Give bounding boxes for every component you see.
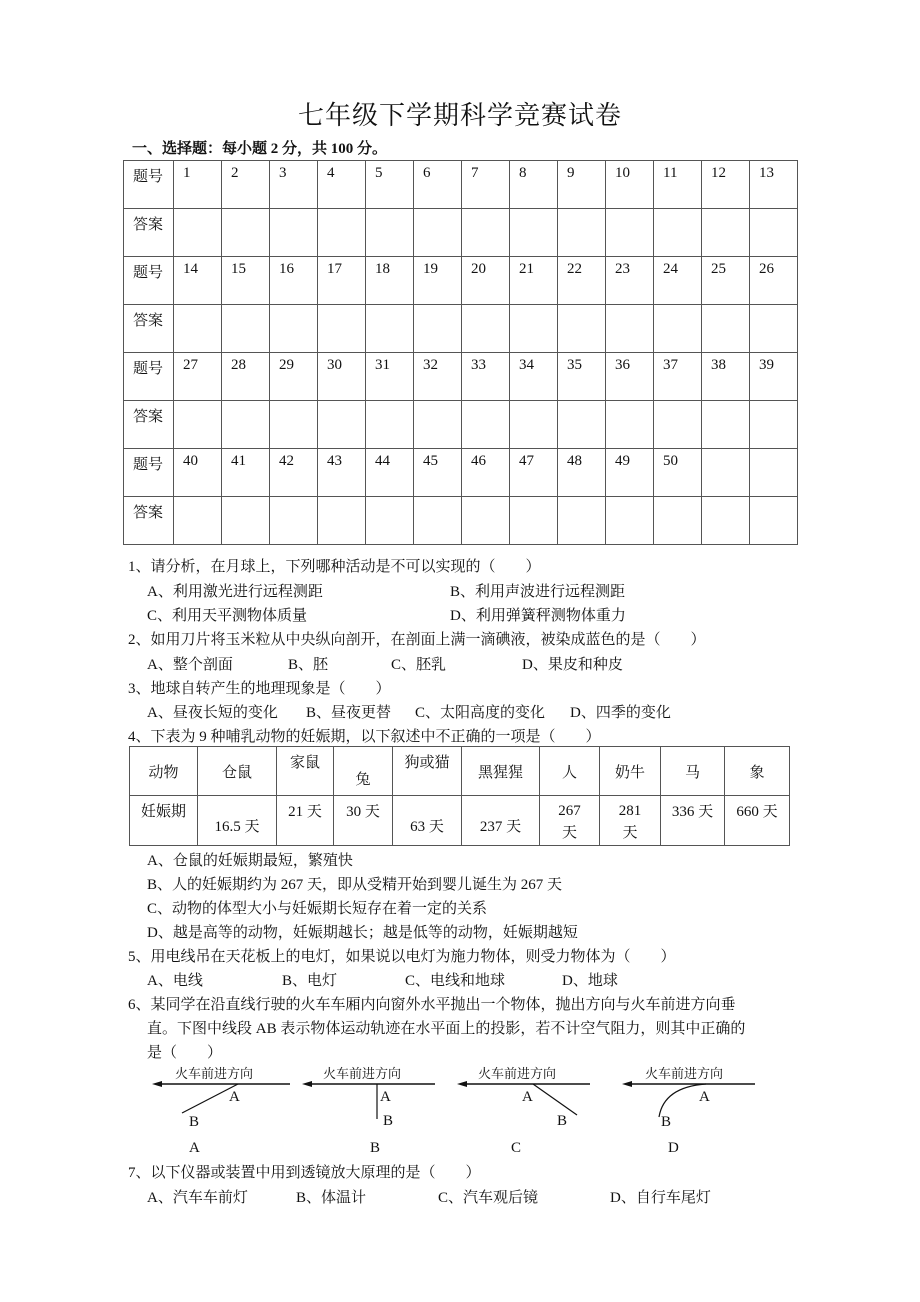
grid-question-number: 12 <box>702 161 750 209</box>
arrow-head-icon <box>302 1081 312 1087</box>
grid-question-number: 20 <box>462 257 510 305</box>
q4-option-c: C、动物的体型大小与妊娠期长短存在着一定的关系 <box>147 901 488 917</box>
grid-question-number: 11 <box>654 161 702 209</box>
grid-question-number: 3 <box>270 161 318 209</box>
gestation-period: 660 天 <box>725 796 790 846</box>
q1-option-b: B、利用声波进行远程测距 <box>450 584 626 600</box>
grid-row-label-answer: 答案 <box>124 401 174 449</box>
grid-answer-cell[interactable] <box>510 497 558 545</box>
grid-question-row <box>124 353 798 401</box>
grid-question-number: 47 <box>510 449 558 497</box>
grid-question-number: 41 <box>222 449 270 497</box>
animal-name: 马 <box>661 747 725 796</box>
diagram-d-point-b: B <box>661 1114 672 1130</box>
gestation-period: 281 天 <box>600 796 661 846</box>
grid-answer-cell[interactable] <box>750 209 798 257</box>
grid-answer-row <box>124 209 798 257</box>
grid-question-row <box>124 449 798 497</box>
grid-answer-cell[interactable] <box>462 401 510 449</box>
animal-name: 兔 <box>334 747 393 796</box>
grid-question-number: 36 <box>606 353 654 401</box>
grid-question-number: 27 <box>174 353 222 401</box>
gestation-period: 63 天 <box>393 796 462 846</box>
q7-stem: 7、以下仪器或装置中用到透镜放大原理的是（ ） <box>128 1165 481 1181</box>
q3-stem: 3、地球自转产生的地理现象是（ ） <box>128 681 391 697</box>
grid-row-label-question: 题号 <box>124 257 174 305</box>
grid-question-number: 13 <box>750 161 798 209</box>
grid-question-number: 49 <box>606 449 654 497</box>
grid-row-label-question: 题号 <box>124 449 174 497</box>
grid-answer-cell[interactable] <box>414 401 462 449</box>
grid-answer-row <box>124 497 798 545</box>
gestation-period: 336 天 <box>661 796 725 846</box>
grid-answer-cell[interactable] <box>414 497 462 545</box>
diagram-a-point-a: A <box>229 1089 240 1105</box>
q5-option-c: C、电线和地球 <box>405 973 506 989</box>
q4-stem: 4、下表为 9 种哺乳动物的妊娠期，以下叙述中不正确的一项是（ ） <box>128 729 601 745</box>
q3-option-a: A、昼夜长短的变化 <box>147 705 278 721</box>
q2-option-b: B、胚 <box>288 657 329 673</box>
animal-name: 家鼠 <box>277 747 334 796</box>
grid-question-number: 43 <box>318 449 366 497</box>
gestation-table <box>129 746 790 846</box>
q7-option-a: A、汽车车前灯 <box>147 1190 248 1206</box>
arrow-head-icon <box>457 1081 467 1087</box>
q4-option-b: B、人的妊娠期约为 267 天，即从受精开始到婴儿诞生为 267 天 <box>147 877 563 893</box>
grid-answer-cell[interactable] <box>558 401 606 449</box>
grid-answer-cell[interactable] <box>366 497 414 545</box>
grid-answer-cell[interactable] <box>366 401 414 449</box>
grid-row-label-question: 题号 <box>124 161 174 209</box>
diagram-c-caption: 火车前进方向 <box>478 1066 557 1081</box>
grid-question-number: 19 <box>414 257 462 305</box>
grid-answer-cell[interactable] <box>174 209 222 257</box>
grid-answer-cell[interactable] <box>366 305 414 353</box>
q5-option-b: B、电灯 <box>282 973 338 989</box>
diagram-b-label: B <box>370 1140 381 1156</box>
grid-question-number: 26 <box>750 257 798 305</box>
grid-question-number: 34 <box>510 353 558 401</box>
animal-name: 奶牛 <box>600 747 661 796</box>
grid-question-number: 4 <box>318 161 366 209</box>
grid-question-number: 46 <box>462 449 510 497</box>
grid-question-number: 25 <box>702 257 750 305</box>
grid-answer-cell[interactable] <box>318 401 366 449</box>
grid-answer-cell[interactable] <box>654 209 702 257</box>
grid-answer-cell[interactable] <box>462 497 510 545</box>
gestation-period: 16.5 天 <box>198 796 277 846</box>
grid-question-number: 44 <box>366 449 414 497</box>
grid-answer-cell[interactable] <box>462 209 510 257</box>
grid-answer-cell[interactable] <box>606 305 654 353</box>
grid-answer-cell[interactable] <box>270 209 318 257</box>
grid-answer-cell[interactable] <box>222 497 270 545</box>
grid-question-number <box>702 449 750 497</box>
diagram-b-caption: 火车前进方向 <box>323 1066 402 1081</box>
grid-question-number: 23 <box>606 257 654 305</box>
grid-answer-cell[interactable] <box>510 209 558 257</box>
grid-question-number: 28 <box>222 353 270 401</box>
grid-answer-cell[interactable] <box>318 209 366 257</box>
grid-answer-cell[interactable] <box>654 401 702 449</box>
q1-option-c: C、利用天平测物体质量 <box>147 608 308 624</box>
grid-answer-cell[interactable] <box>414 305 462 353</box>
grid-answer-cell[interactable] <box>222 209 270 257</box>
q7-option-d: D、自行车尾灯 <box>610 1190 711 1206</box>
grid-answer-cell[interactable] <box>750 401 798 449</box>
grid-answer-cell[interactable] <box>318 497 366 545</box>
grid-answer-cell[interactable] <box>702 401 750 449</box>
grid-row-label-answer: 答案 <box>124 305 174 353</box>
q5-option-a: A、电线 <box>147 973 203 989</box>
grid-question-number: 8 <box>510 161 558 209</box>
grid-answer-cell[interactable] <box>606 401 654 449</box>
q1-option-d: D、利用弹簧秤测物体重力 <box>450 608 626 624</box>
grid-question-number: 39 <box>750 353 798 401</box>
q7-option-b: B、体温计 <box>296 1190 367 1206</box>
grid-answer-cell[interactable] <box>750 497 798 545</box>
gestation-period: 267 天 <box>540 796 600 846</box>
grid-question-number: 29 <box>270 353 318 401</box>
grid-question-number: 5 <box>366 161 414 209</box>
trajectory-line <box>533 1084 577 1115</box>
grid-answer-cell[interactable] <box>606 209 654 257</box>
q6-stem-line1: 6、某同学在沿直线行驶的火车车厢内向窗外水平抛出一个物体，抛出方向与火车前进方向垂 <box>128 997 736 1013</box>
grid-question-number: 6 <box>414 161 462 209</box>
grid-row-label-answer: 答案 <box>124 497 174 545</box>
grid-answer-cell[interactable] <box>558 305 606 353</box>
q4-option-a: A、仓鼠的妊娠期最短，繁殖快 <box>147 853 353 869</box>
q6-stem-line2: 直。下图中线段 AB 表示物体运动轨迹在水平面上的投影，若不计空气阻力，则其中正确的 <box>147 1021 746 1037</box>
gestation-row-label: 妊娠期 <box>130 796 198 846</box>
grid-question-number: 7 <box>462 161 510 209</box>
grid-answer-cell[interactable] <box>366 209 414 257</box>
diagram-d-point-a: A <box>699 1089 710 1105</box>
grid-question-number: 1 <box>174 161 222 209</box>
grid-answer-cell[interactable] <box>702 305 750 353</box>
grid-question-number: 42 <box>270 449 318 497</box>
grid-answer-cell[interactable] <box>174 401 222 449</box>
diagram-a-label: A <box>189 1140 200 1156</box>
q3-option-d: D、四季的变化 <box>570 705 671 721</box>
arrow-head-icon <box>152 1081 162 1087</box>
q1-option-a: A、利用激光进行远程测距 <box>147 584 323 600</box>
grid-answer-cell[interactable] <box>222 305 270 353</box>
animal-name: 仓鼠 <box>198 747 277 796</box>
grid-question-number: 18 <box>366 257 414 305</box>
grid-answer-cell[interactable] <box>702 209 750 257</box>
gestation-period: 30 天 <box>334 796 393 846</box>
grid-question-number: 2 <box>222 161 270 209</box>
grid-answer-cell[interactable] <box>318 305 366 353</box>
grid-answer-row <box>124 401 798 449</box>
q2-option-d: D、果皮和种皮 <box>522 657 623 673</box>
grid-question-number: 37 <box>654 353 702 401</box>
grid-answer-cell[interactable] <box>174 305 222 353</box>
grid-question-number: 32 <box>414 353 462 401</box>
diagram-c-label: C <box>511 1140 522 1156</box>
grid-question-number: 9 <box>558 161 606 209</box>
grid-answer-cell[interactable] <box>510 305 558 353</box>
grid-question-row <box>124 161 798 209</box>
animal-name: 人 <box>540 747 600 796</box>
q2-stem: 2、如用刀片将玉米粒从中央纵向剖开，在剖面上满一滴碘液，被染成蓝色的是（ ） <box>128 632 706 648</box>
animal-name: 狗或猫 <box>393 747 462 796</box>
gestation-period: 21 天 <box>277 796 334 846</box>
grid-question-number: 16 <box>270 257 318 305</box>
grid-question-number: 14 <box>174 257 222 305</box>
diagram-c-point-b: B <box>557 1113 568 1129</box>
grid-question-number: 40 <box>174 449 222 497</box>
grid-question-number: 38 <box>702 353 750 401</box>
grid-answer-row <box>124 305 798 353</box>
grid-answer-cell[interactable] <box>270 497 318 545</box>
diagram-a-caption: 火车前进方向 <box>175 1066 254 1081</box>
grid-question-number: 10 <box>606 161 654 209</box>
answer-grid <box>123 160 798 545</box>
diagram-d-figure <box>620 1075 760 1120</box>
grid-question-number <box>750 449 798 497</box>
grid-question-row <box>124 257 798 305</box>
grid-row-label-answer: 答案 <box>124 209 174 257</box>
grid-question-number: 22 <box>558 257 606 305</box>
grid-question-number: 30 <box>318 353 366 401</box>
q6-stem-line3: 是（ ） <box>147 1045 223 1061</box>
q2-option-c: C、胚乳 <box>391 657 447 673</box>
grid-question-number: 21 <box>510 257 558 305</box>
grid-answer-cell[interactable] <box>750 305 798 353</box>
grid-answer-cell[interactable] <box>558 497 606 545</box>
grid-question-number: 15 <box>222 257 270 305</box>
grid-answer-cell[interactable] <box>270 305 318 353</box>
grid-row-label-question: 题号 <box>124 353 174 401</box>
animal-name: 象 <box>725 747 790 796</box>
arrow-head-icon <box>622 1081 632 1087</box>
q2-option-a: A、整个剖面 <box>147 657 233 673</box>
grid-question-number: 31 <box>366 353 414 401</box>
grid-question-number: 24 <box>654 257 702 305</box>
q3-option-b: B、昼夜更替 <box>306 705 392 721</box>
grid-answer-cell[interactable] <box>654 497 702 545</box>
grid-answer-cell[interactable] <box>462 305 510 353</box>
diagram-b-point-a: A <box>380 1089 391 1105</box>
q5-option-d: D、地球 <box>562 973 618 989</box>
diagram-a-figure <box>150 1075 295 1120</box>
diagram-d-label: D <box>668 1140 679 1156</box>
section-heading: 一、选择题：每小题 2 分，共 100 分。 <box>132 141 388 157</box>
diagram-b-point-b: B <box>383 1113 394 1129</box>
diagram-d-caption: 火车前进方向 <box>645 1066 724 1081</box>
grid-answer-cell[interactable] <box>510 401 558 449</box>
grid-question-number: 17 <box>318 257 366 305</box>
grid-answer-cell[interactable] <box>174 497 222 545</box>
grid-question-number: 50 <box>654 449 702 497</box>
diagram-a-point-b: B <box>189 1114 200 1130</box>
q7-option-c: C、汽车观后镜 <box>438 1190 539 1206</box>
gestation-period: 237 天 <box>462 796 540 846</box>
grid-question-number: 45 <box>414 449 462 497</box>
grid-question-number: 35 <box>558 353 606 401</box>
grid-answer-cell[interactable] <box>558 209 606 257</box>
q3-option-c: C、太阳高度的变化 <box>415 705 546 721</box>
grid-answer-cell[interactable] <box>270 401 318 449</box>
grid-answer-cell[interactable] <box>222 401 270 449</box>
grid-question-number: 33 <box>462 353 510 401</box>
grid-answer-cell[interactable] <box>606 497 654 545</box>
grid-answer-cell[interactable] <box>654 305 702 353</box>
grid-answer-cell[interactable] <box>702 497 750 545</box>
grid-answer-cell[interactable] <box>414 209 462 257</box>
gestation-header-label: 动物 <box>130 747 198 796</box>
diagram-c-point-a: A <box>522 1089 533 1105</box>
diagram-b-figure <box>300 1075 440 1120</box>
animal-name: 黑猩猩 <box>462 747 540 796</box>
q1-stem: 1、请分析，在月球上，下列哪种活动是不可以实现的（ ） <box>128 559 541 575</box>
q5-stem: 5、用电线吊在天花板上的电灯，如果说以电灯为施力物体，则受力物体为（ ） <box>128 949 676 965</box>
grid-question-number: 48 <box>558 449 606 497</box>
q4-option-d: D、越是高等的动物，妊娠期越长；越是低等的动物，妊娠期越短 <box>147 925 578 941</box>
page-title: 七年级下学期科学竞赛试卷 <box>297 101 622 130</box>
